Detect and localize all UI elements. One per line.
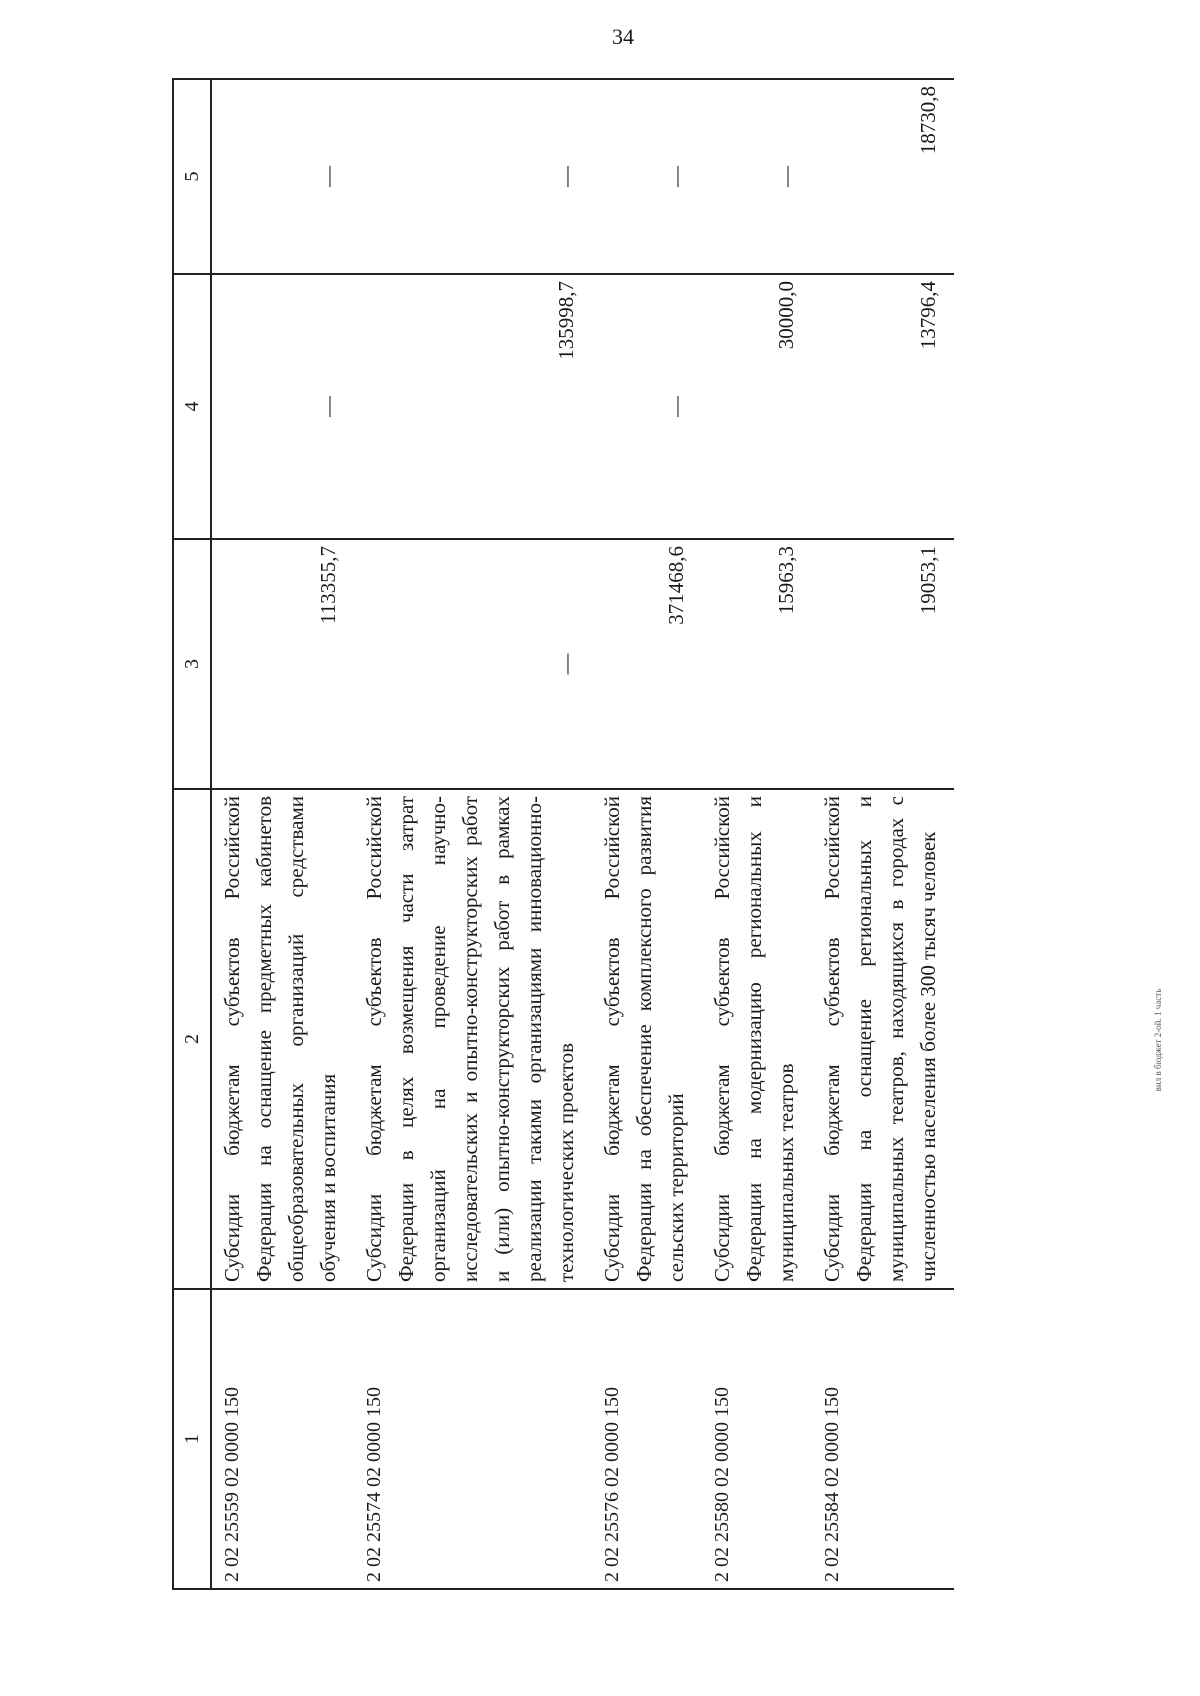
row-description: Субсидии бюджетам субъектов Российской Федерации в целях возмещения части затрат организаций на проведение научно-исследовательских и опытно-конструкторских работ и (или) опытно-конструкторских работ в рамках реализации такими организациями инновационно-технологических проектов: [354, 789, 592, 1289]
table-row: [702, 79, 812, 1589]
row-value-col5: —: [592, 79, 702, 274]
row-value-col3: 371468,6: [592, 539, 702, 789]
table-row: [354, 79, 592, 1589]
row-value-col5: 18730,8: [812, 79, 954, 274]
header-col-1: 1: [173, 1289, 211, 1589]
header-col-5: 5: [173, 79, 211, 274]
row-code: 2 02 25584 02 0000 150: [812, 1289, 954, 1589]
row-description: Субсидии бюджетам субъектов Российской Федерации на оснащение предметных кабинетов общеобразовательных организаций средствами обучения и воспитания: [211, 789, 354, 1289]
header-row: [173, 79, 211, 1589]
rotated-table-sheet: [172, 80, 1042, 1590]
row-value-col4: 13796,4: [812, 274, 954, 539]
footer-note: вил в бюджет 2-ой. 1 часть: [1153, 988, 1163, 1092]
row-description: Субсидии бюджетам субъектов Российской Федерации на обеспечение комплексного развития сельских территорий: [592, 789, 702, 1289]
table-row: [592, 79, 702, 1589]
row-code: 2 02 25559 02 0000 150: [211, 1289, 354, 1589]
page-number: 34: [612, 24, 634, 49]
row-description: Субсидии бюджетам субъектов Российской Федерации на оснащение региональных и муниципальных театров, находящихся в городах с численностью населения более 300 тысяч человек: [812, 789, 954, 1289]
row-value-col4: —: [592, 274, 702, 539]
header-col-4: 4: [173, 274, 211, 539]
row-code: 2 02 25576 02 0000 150: [592, 1289, 702, 1589]
row-value-col4: —: [211, 274, 354, 539]
table-row: [211, 79, 354, 1589]
budget-table: [172, 78, 954, 1590]
row-description: Субсидии бюджетам субъектов Российской Федерации на модернизацию региональных и муниципальных театров: [702, 789, 812, 1289]
row-value-col4: 135998,7: [354, 274, 592, 539]
table-row: [812, 79, 954, 1589]
row-code: 2 02 25580 02 0000 150: [702, 1289, 812, 1589]
row-value-col3: 113355,7: [211, 539, 354, 789]
row-code: 2 02 25574 02 0000 150: [354, 1289, 592, 1589]
row-value-col3: 19053,1: [812, 539, 954, 789]
row-value-col3: —: [354, 539, 592, 789]
row-value-col5: —: [354, 79, 592, 274]
row-value-col5: —: [211, 79, 354, 274]
row-value-col5: —: [702, 79, 812, 274]
row-value-col4: 30000,0: [702, 274, 812, 539]
header-col-3: 3: [173, 539, 211, 789]
row-value-col3: 15963,3: [702, 539, 812, 789]
header-col-2: 2: [173, 789, 211, 1289]
